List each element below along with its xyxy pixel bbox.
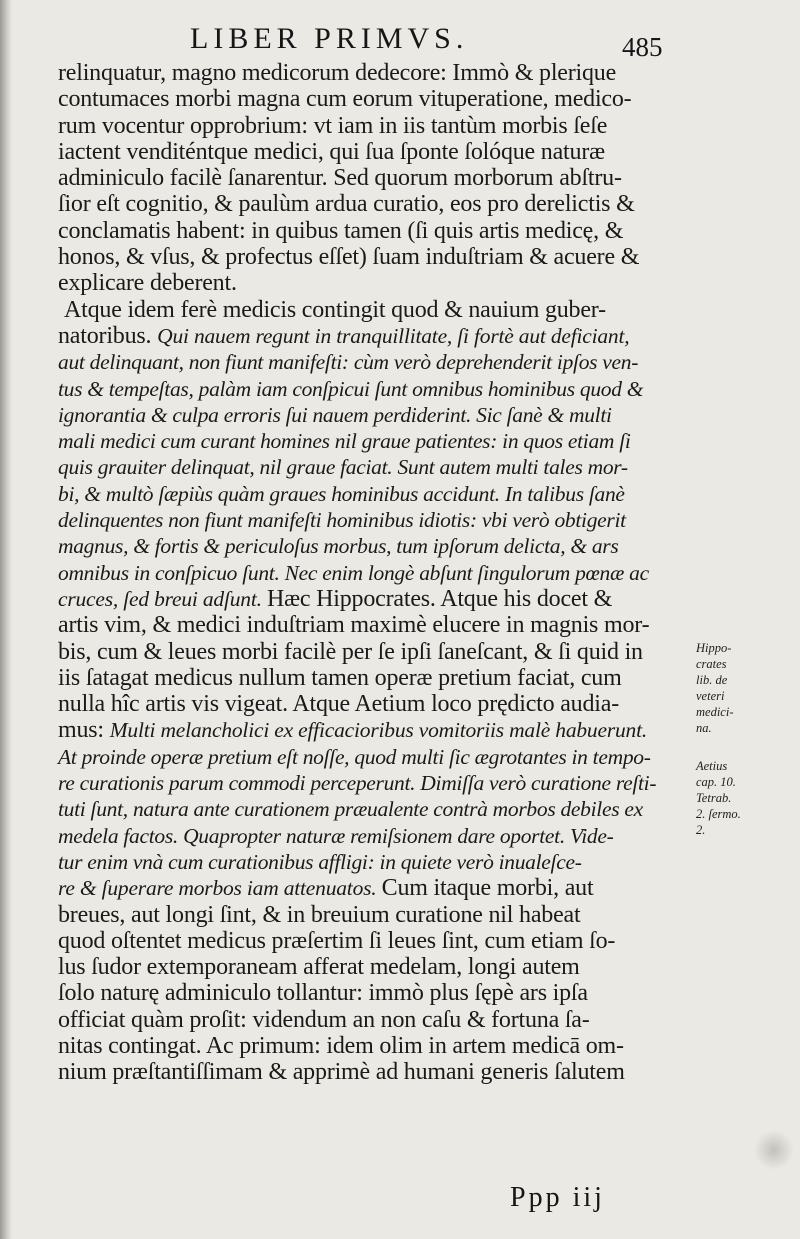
text-line: explicare deberent. — [58, 270, 237, 297]
page-number: 485 — [622, 32, 663, 62]
text-line: re curationis parum commodi perceperunt. Dimiſſa verò curatione reſti- — [58, 771, 657, 796]
main-text-block — [58, 60, 698, 1086]
roman-segment: Hæc Hippocrates. Atque his docet & — [266, 585, 613, 612]
text-line: quis grauiter delinquat, nil graue faciat. Sunt autem multi tales mor- — [58, 455, 628, 480]
text-line: conclamatis habent: in quibus tamen (ſi quis artis medicę, & — [58, 217, 624, 244]
text-line — [58, 875, 698, 901]
italic-segment: cruces, ſed breui adſunt. — [58, 586, 267, 611]
text-line: tur enim vnà cum curationibus affligi: in quiete verò inualeſce- — [58, 849, 582, 874]
text-line: iis ſatagat medicus nullum tamen operæ pretium faciat, cum — [58, 664, 622, 691]
text-line: bi, & multò ſæpiùs quàm graues hominibus accidunt. In talibus ſanè — [58, 481, 625, 506]
text-line: mali medici cum curant homines nil graue patientes: in quos etiam ſi — [58, 429, 631, 454]
margin-note-line: 2. ſermo. — [696, 807, 741, 821]
page-gutter-shadow — [0, 0, 12, 1239]
text-line: aut delinquant, non fiunt manifeſti: cùm verò deprehenderit ipſos ven- — [58, 350, 639, 375]
text-line — [58, 586, 698, 612]
text-line — [58, 323, 698, 349]
margin-note-line: Aetius — [696, 759, 728, 773]
margin-note-line: lib. de — [696, 673, 728, 687]
text-line: omnibus in conſpicuo ſunt. Nec enim longè abſunt ſingulorum pœnæ ac — [58, 560, 649, 585]
text-line: adminiculo facilè ſanarentur. Sed quorum morborum abſtru- — [58, 165, 622, 192]
margin-note-line: veteri — [696, 689, 725, 703]
signature-mark: Ppp iij — [510, 1182, 605, 1213]
text-line: medela factos. Quapropter naturæ remiſsionem dare oportet. Vide- — [58, 823, 614, 848]
text-line: officiat quàm proſit: videndum an non caſu & fortuna ſa- — [58, 1006, 590, 1033]
text-line: tus & tempeſtas, palàm iam conſpicui ſunt omnibus hominibus quod & — [58, 376, 644, 401]
text-line: magnus, & fortis & periculoſus morbus, tum ipſorum delicta, & ars — [58, 534, 619, 559]
margin-note-line: crates — [696, 657, 727, 671]
text-line: iactent venditéntque medici, qui ſua ſponte ſolóque naturæ — [58, 138, 605, 165]
text-line: ſolo naturę adminiculo tollantur: immò plus ſępè ars ipſa — [58, 980, 588, 1007]
margin-note-line: na. — [696, 721, 712, 735]
roman-segment: Cum itaque morbi, aut — [381, 875, 594, 902]
italic-segment: re & ſuperare morbos iam attenuatos. — [58, 876, 382, 901]
margin-note — [696, 640, 796, 736]
margin-note — [696, 758, 796, 838]
text-line: bis, cum & leues morbi facilè per ſe ipſi ſaneſcant, & ſi quid in — [58, 638, 643, 665]
text-line: ignorantia & culpa erroris ſui nauem perdiderint. Sic ſanè & multi — [58, 402, 612, 427]
margin-note-line: medici- — [696, 705, 734, 719]
text-line: nitas contingat. Ac primum: idem olim in artem medicā om- — [58, 1032, 624, 1059]
margin-note-line: Tetrab. — [696, 791, 732, 805]
margin-notes — [696, 640, 796, 858]
running-head: LIBER PRIMVS. — [190, 22, 469, 55]
margin-note-line: Hippo- — [696, 641, 732, 655]
text-line: nium præſtantiſſimam & apprimè ad humani generis ſalutem — [58, 1059, 625, 1086]
italic-segment: Multi melancholici ex efficacioribus vomitoriis malè habuerunt. — [109, 718, 648, 743]
text-line: contumaces morbi magna cum eorum vituperatione, medico- — [58, 86, 632, 113]
text-line: rum vocentur opprobrium: vt iam in iis tantùm morbis ſeſe — [58, 112, 608, 139]
text-line: ſior eſt cognitio, & paulùm ardua curatio, eos pro derelictis & — [58, 191, 635, 218]
text-line: delinquentes non fiunt manifeſti hominibus idiotis: vbi verò obtigerit — [58, 508, 626, 533]
roman-segment: natoribus. — [58, 322, 158, 349]
text-line: Atque idem ferè medicis contingit quod & nauium guber- — [64, 296, 606, 323]
text-line: quod oſtentet medicus præſertim ſi leues ſint, cum etiam ſo- — [58, 927, 616, 954]
italic-segment: Qui nauem regunt in tranquillitate, ſi fortè aut deficiant, — [157, 323, 630, 348]
text-line: artis vim, & medici induſtriam maximè elucere in magnis mor- — [58, 612, 650, 639]
text-line: nulla hîc artis vis vigeat. Atque Aetium loco prędicto audia- — [58, 691, 619, 718]
text-line: tuti ſunt, natura ante curationem præualente contrà morbos debiles ex — [58, 797, 643, 822]
paper-stain — [754, 1130, 794, 1170]
text-line: honos, & vſus, & profectus eſſet) ſuam induſtriam & acuere & — [58, 244, 640, 271]
text-line: relinquatur, magno medicorum dedecore: Immò & plerique — [58, 60, 617, 86]
text-line: lus ſudor extemporaneam afferat medelam, longi autem — [58, 954, 580, 981]
text-line — [58, 717, 698, 743]
text-line: breues, aut longi ſint, & in breuium curatione nil habeat — [58, 901, 581, 928]
margin-note-line: 2. — [696, 823, 706, 837]
text-line: At proinde operæ pretium eſt noſſe, quod multi ſic ægrotantes in tempo- — [58, 744, 651, 769]
roman-segment: mus: — [58, 717, 110, 744]
margin-note-line: cap. 10. — [696, 775, 736, 789]
